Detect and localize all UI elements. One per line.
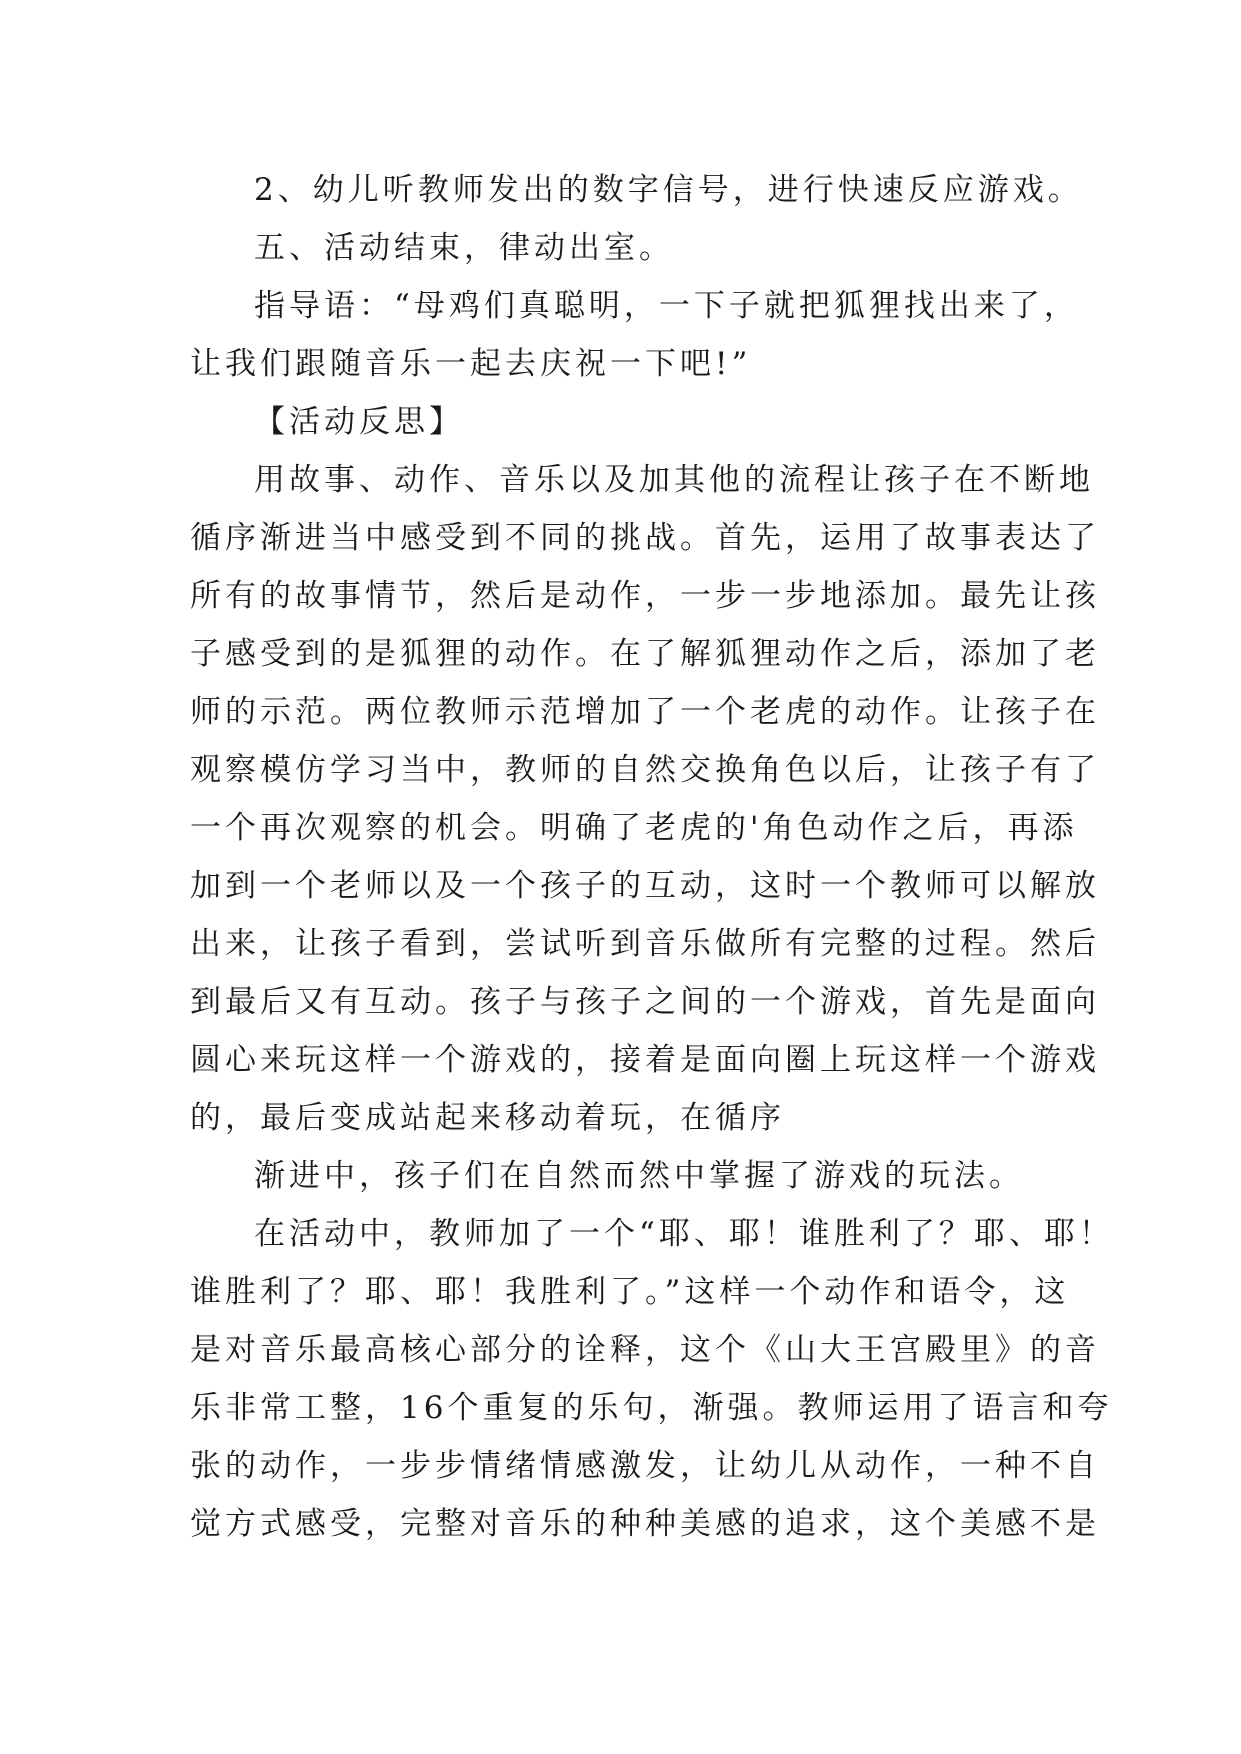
text-line: 一个再次观察的机会。明确了老虎的'角色动作之后，再添 (190, 810, 1078, 846)
text-line: 渐进中，孩子们在自然而然中掌握了游戏的玩法。 (254, 1158, 1024, 1194)
text-line: 观察模仿学习当中，教师的自然交换角色以后，让孩子有了 (190, 752, 1100, 788)
text-line: 在活动中，教师加了一个“耶、耶！谁胜利了？耶、耶！ (254, 1216, 1114, 1252)
text-line: 循序渐进当中感受到不同的挑战。首先，运用了故事表达了 (190, 520, 1100, 556)
text-line: 到最后又有互动。孩子与孩子之间的一个游戏，首先是面向 (190, 984, 1100, 1020)
text-line: 所有的故事情节，然后是动作，一步一步地添加。最先让孩 (190, 578, 1100, 614)
text-line: 师的示范。两位教师示范增加了一个老虎的动作。让孩子在 (190, 694, 1100, 730)
text-line: 子感受到的是狐狸的动作。在了解狐狸动作之后，添加了老 (190, 636, 1100, 672)
text-line: 用故事、动作、音乐以及加其他的流程让孩子在不断地 (254, 462, 1094, 498)
text-line: 让我们跟随音乐一起去庆祝一下吧!” (190, 346, 752, 382)
text-line: 2、幼儿听教师发出的数字信号，进行快速反应游戏。 (254, 172, 1083, 208)
text-line: 乐非常工整，16个重复的乐句，渐强。教师运用了语言和夸 (190, 1390, 1113, 1426)
text-line: 谁胜利了？耶、耶！我胜利了。”这样一个动作和语令，这 (190, 1274, 1070, 1310)
text-line: 加到一个老师以及一个孩子的互动，这时一个教师可以解放 (190, 868, 1100, 904)
text-line: 是对音乐最高核心部分的诠释，这个《山大王宫殿里》的音 (190, 1332, 1100, 1368)
text-line: 五、活动结束，律动出室。 (254, 230, 674, 266)
text-line: 张的动作，一步步情绪情感激发，让幼儿从动作，一种不自 (190, 1448, 1100, 1484)
text-line: 圆心来玩这样一个游戏的，接着是面向圈上玩这样一个游戏 (190, 1042, 1100, 1078)
section-heading: 【活动反思】 (254, 404, 464, 440)
text-line: 出来，让孩子看到，尝试听到音乐做所有完整的过程。然后 (190, 926, 1100, 962)
text-line: 指导语：“母鸡们真聪明，一下子就把狐狸找出来了， (254, 288, 1079, 324)
text-line: 的，最后变成站起来移动着玩，在循序 (190, 1100, 785, 1136)
text-line: 觉方式感受，完整对音乐的种种美感的追求，这个美感不是 (190, 1506, 1100, 1542)
